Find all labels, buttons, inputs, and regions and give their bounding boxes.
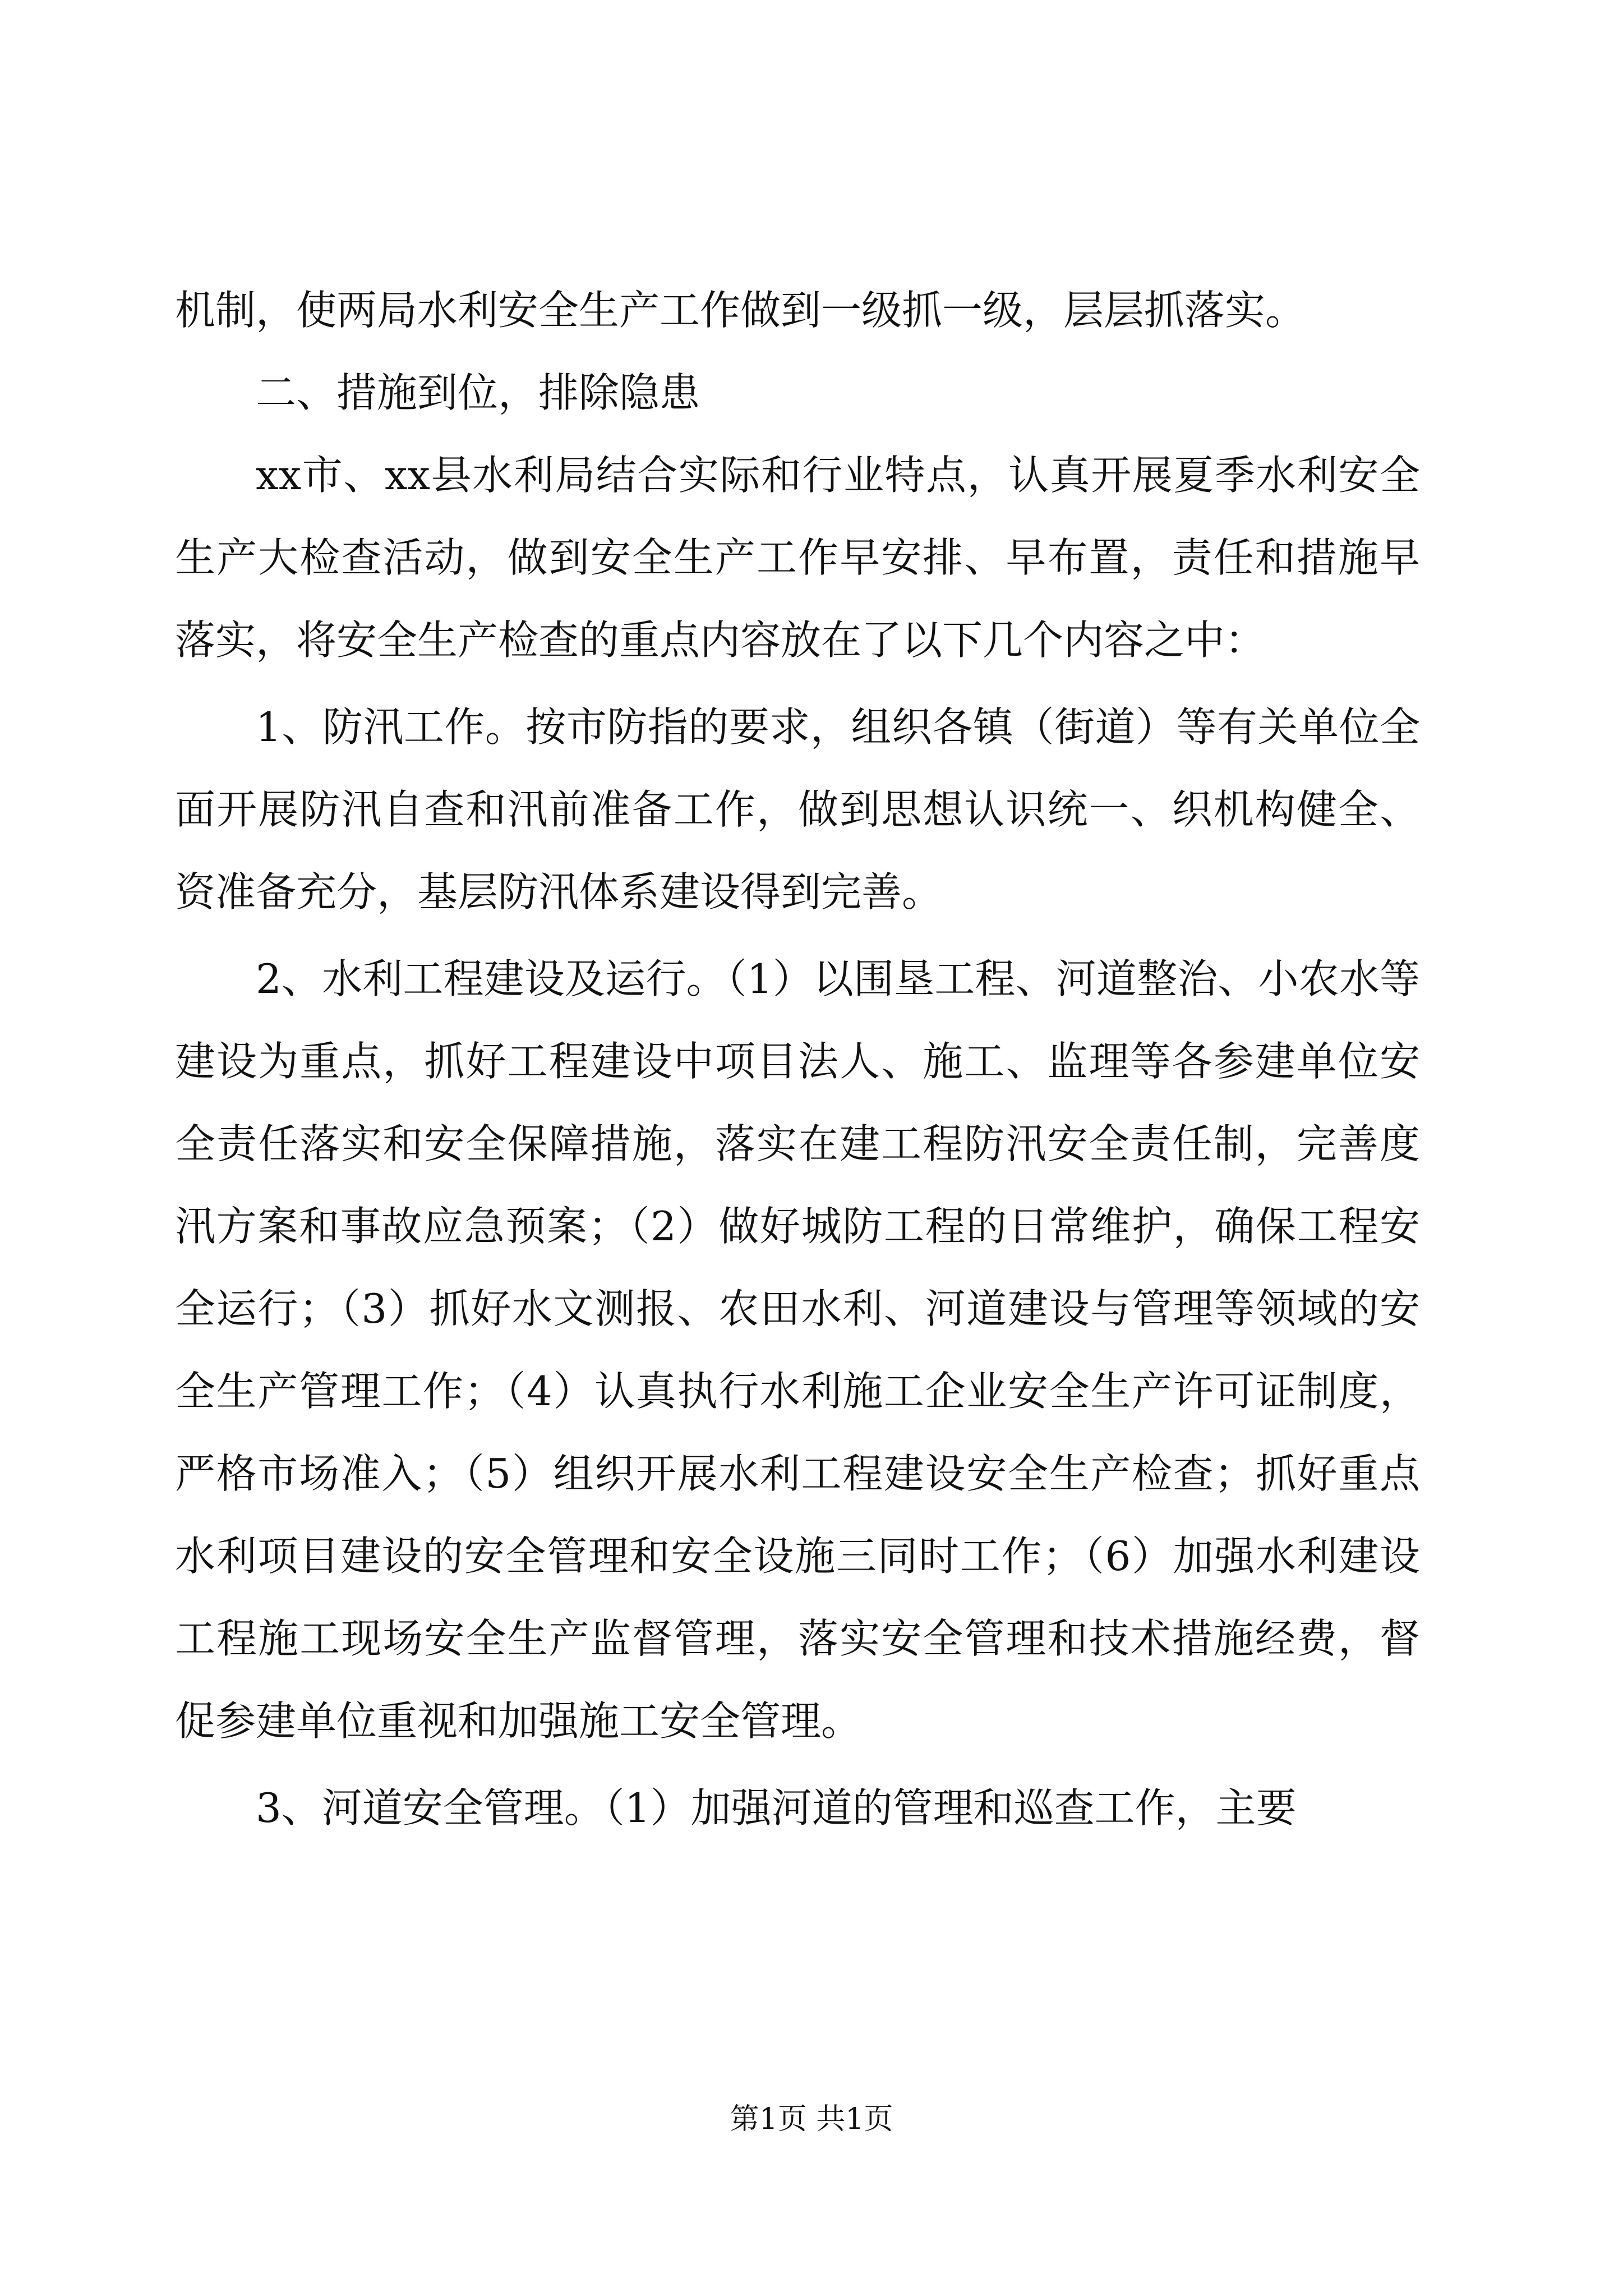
section-heading: 二、措施到位，排除隐患 xyxy=(256,369,700,416)
paragraph-item-2: 2、水利工程建设及运行。（1）以围垦工程、河道整治、小农水等建设为重点，抓好工程建设中项目法人、施工、监理等各参建单位安全责任落实和安全保障措施，落实在建工程防汛安全责任制，完善度汛方案和事故应急预案；（2）做好城防工程的日常维护，确保工程安全运行；（3）抓好水文测报、农田水利、河道建设与管理等领域的安全生产管理工作；（4）认真执行水利施工企业安全生产许可证制度，严格市场准入；（5）组织开展水利工程建设安全生产检查；抓好重点水利项目建设的安全管理和安全设施三同时工作；（6）加强水利建设工程施工现场安全生产监督管理，落实安全管理和技术措施经费，督促参建单位重视和加强施工安全管理。 xyxy=(175,955,1420,1745)
document-body xyxy=(175,269,1420,1849)
paragraph-intro: xx市、xx县水利局结合实际和行业特点，认真开展夏季水利安全生产大检查活动，做到安全生产工作早安排、早布置，责任和措施早落实，将安全生产检查的重点内容放在了以下几个内容之中： xyxy=(175,452,1420,664)
paragraph-item-3: 3、河道安全管理。（1）加强河道的管理和巡查工作，主要 xyxy=(256,1784,1297,1832)
paragraph-item-1: 1、防汛工作。按市防指的要求，组织各镇（街道）等有关单位全面开展防汛自查和汛前准备工作，做到思想认识统一、织机构健全、资准备充分，基层防汛体系建设得到完善。 xyxy=(175,703,1420,915)
paragraph-continuation: 机制，使两局水利安全生产工作做到一级抓一级，层层抓落实。 xyxy=(175,287,1306,334)
page-footer: 第1页 共1页 xyxy=(730,2102,893,2136)
